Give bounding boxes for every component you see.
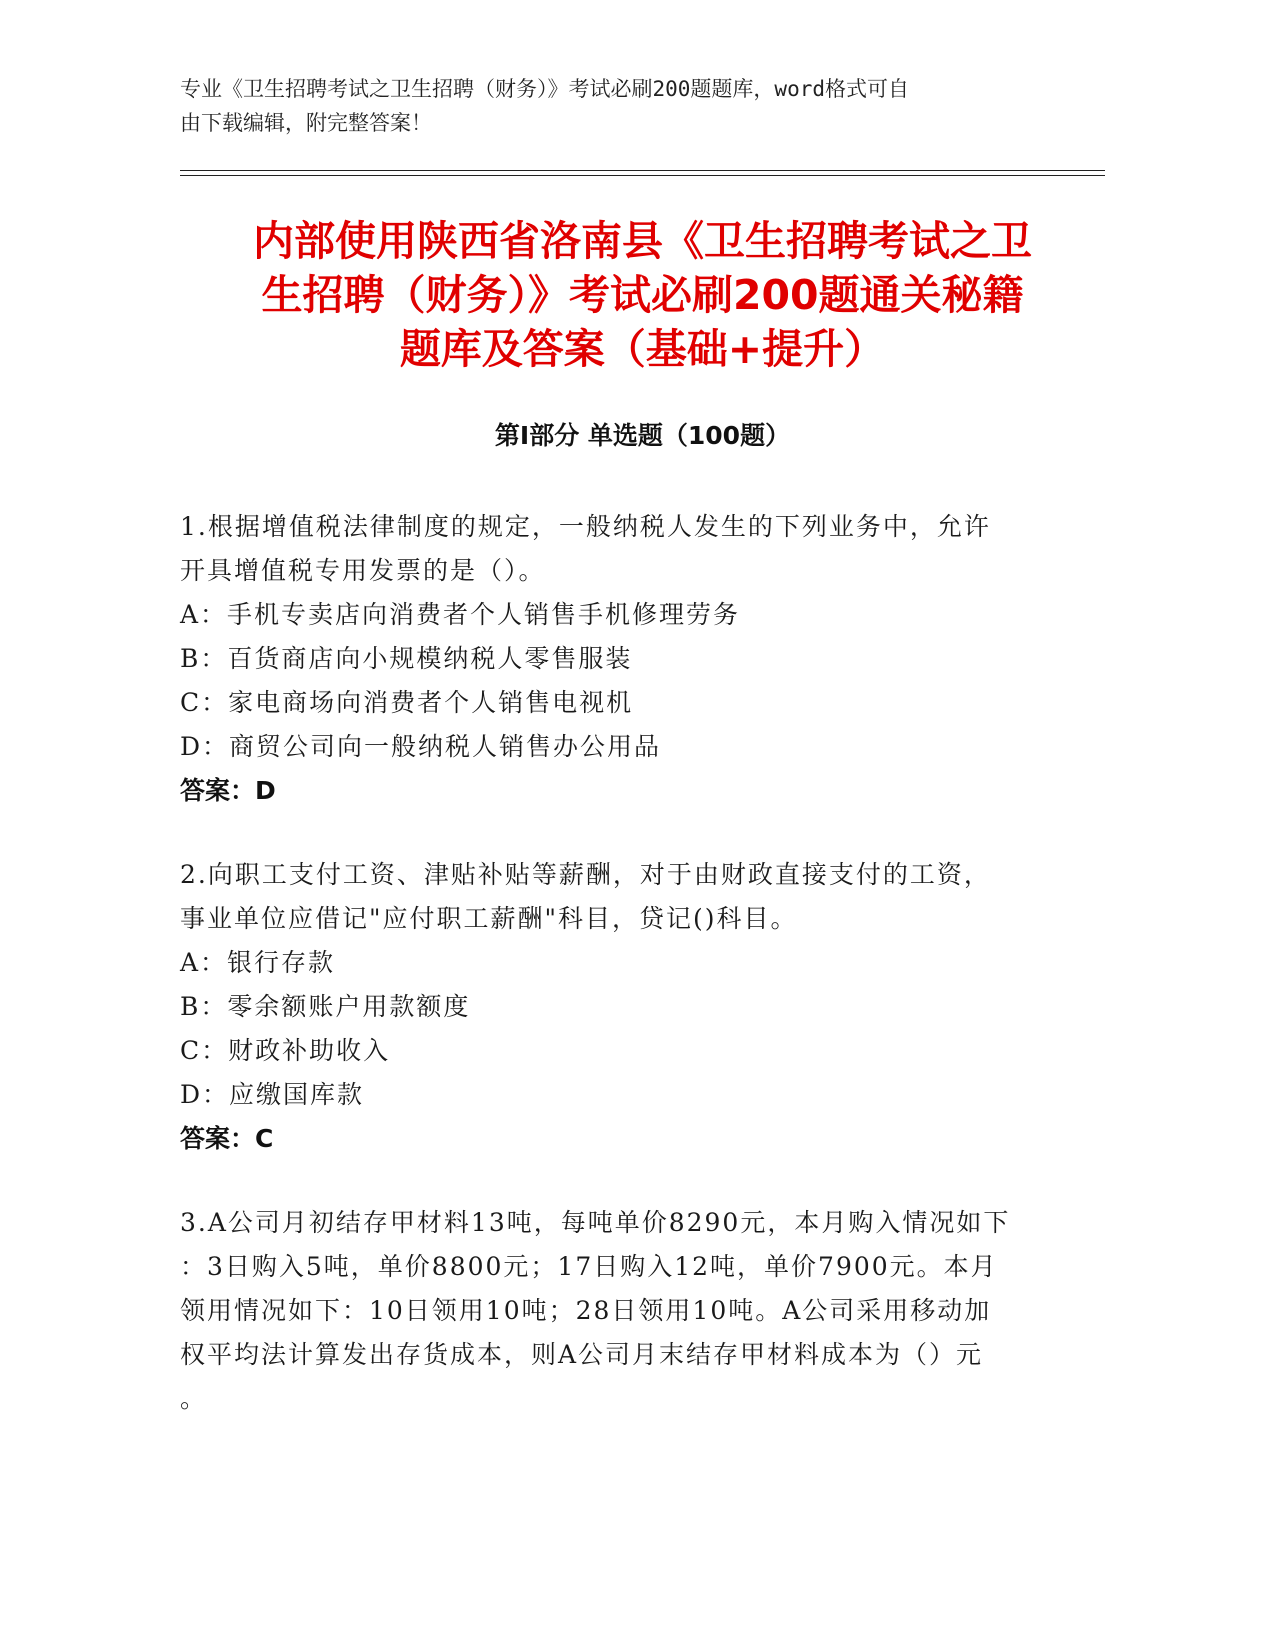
- question-text-line: 事业单位应借记"应付职工薪酬"科目，贷记()科目。: [180, 904, 798, 933]
- question-1: [180, 505, 1060, 813]
- option-d: D：应缴国库款: [180, 1080, 365, 1109]
- answer: 答案：D: [180, 776, 276, 805]
- header-note-line: 由下载编辑，附完整答案！: [180, 111, 432, 135]
- question-text-line: 3.A公司月初结存甲材料13吨，每吨单价8290元，本月购入情况如下: [180, 1208, 1011, 1237]
- option-c: C：财政补助收入: [180, 1036, 391, 1065]
- option-a: A：银行存款: [180, 948, 336, 977]
- option-c: C：家电商场向消费者个人销售电视机: [180, 688, 634, 717]
- title-line: 生招聘（财务）》考试必刷200题通关秘籍: [261, 271, 1024, 319]
- option-d: D：商贸公司向一般纳税人销售办公用品: [180, 732, 662, 761]
- option-b: B：零余额账户用款额度: [180, 992, 471, 1021]
- title-line: 内部使用陕西省洛南县《卫生招聘考试之卫: [253, 217, 1032, 265]
- title-line: 题库及答案（基础+提升）: [399, 325, 886, 373]
- answer: 答案：C: [180, 1124, 274, 1153]
- question-text-line: ：3日购入5吨，单价8800元；17日购入12吨，单价7900元。本月: [180, 1252, 998, 1281]
- question-text-line: 开具增值税专用发票的是（）。: [180, 556, 546, 585]
- question-list: [180, 505, 1060, 1461]
- option-b: B：百货商店向小规模纳税人零售服装: [180, 644, 633, 673]
- header-note: [180, 72, 1060, 140]
- question-text-line: 。: [180, 1384, 208, 1413]
- header-note-line: 专业《卫生招聘考试之卫生招聘（财务）》考试必刷200题题库，word格式可自: [180, 77, 909, 101]
- question-2: [180, 853, 1060, 1161]
- header-divider-bottom: [180, 175, 1105, 176]
- question-3: [180, 1201, 1060, 1421]
- question-text-line: 权平均法计算发出存货成本，则A公司月末结存甲材料成本为（）元: [180, 1340, 984, 1369]
- document-title: [180, 214, 1105, 376]
- header-divider-top: [180, 170, 1105, 171]
- question-text-line: 1.根据增值税法律制度的规定，一般纳税人发生的下列业务中，允许: [180, 512, 991, 541]
- question-text-line: 领用情况如下：10日领用10吨；28日领用10吨。A公司采用移动加: [180, 1296, 992, 1325]
- option-a: A：手机专卖店向消费者个人销售手机修理劳务: [180, 600, 741, 629]
- question-text-line: 2.向职工支付工资、津贴补贴等薪酬，对于由财政直接支付的工资，: [180, 860, 991, 889]
- section-heading: 第Ⅰ部分 单选题（100题）: [494, 421, 791, 450]
